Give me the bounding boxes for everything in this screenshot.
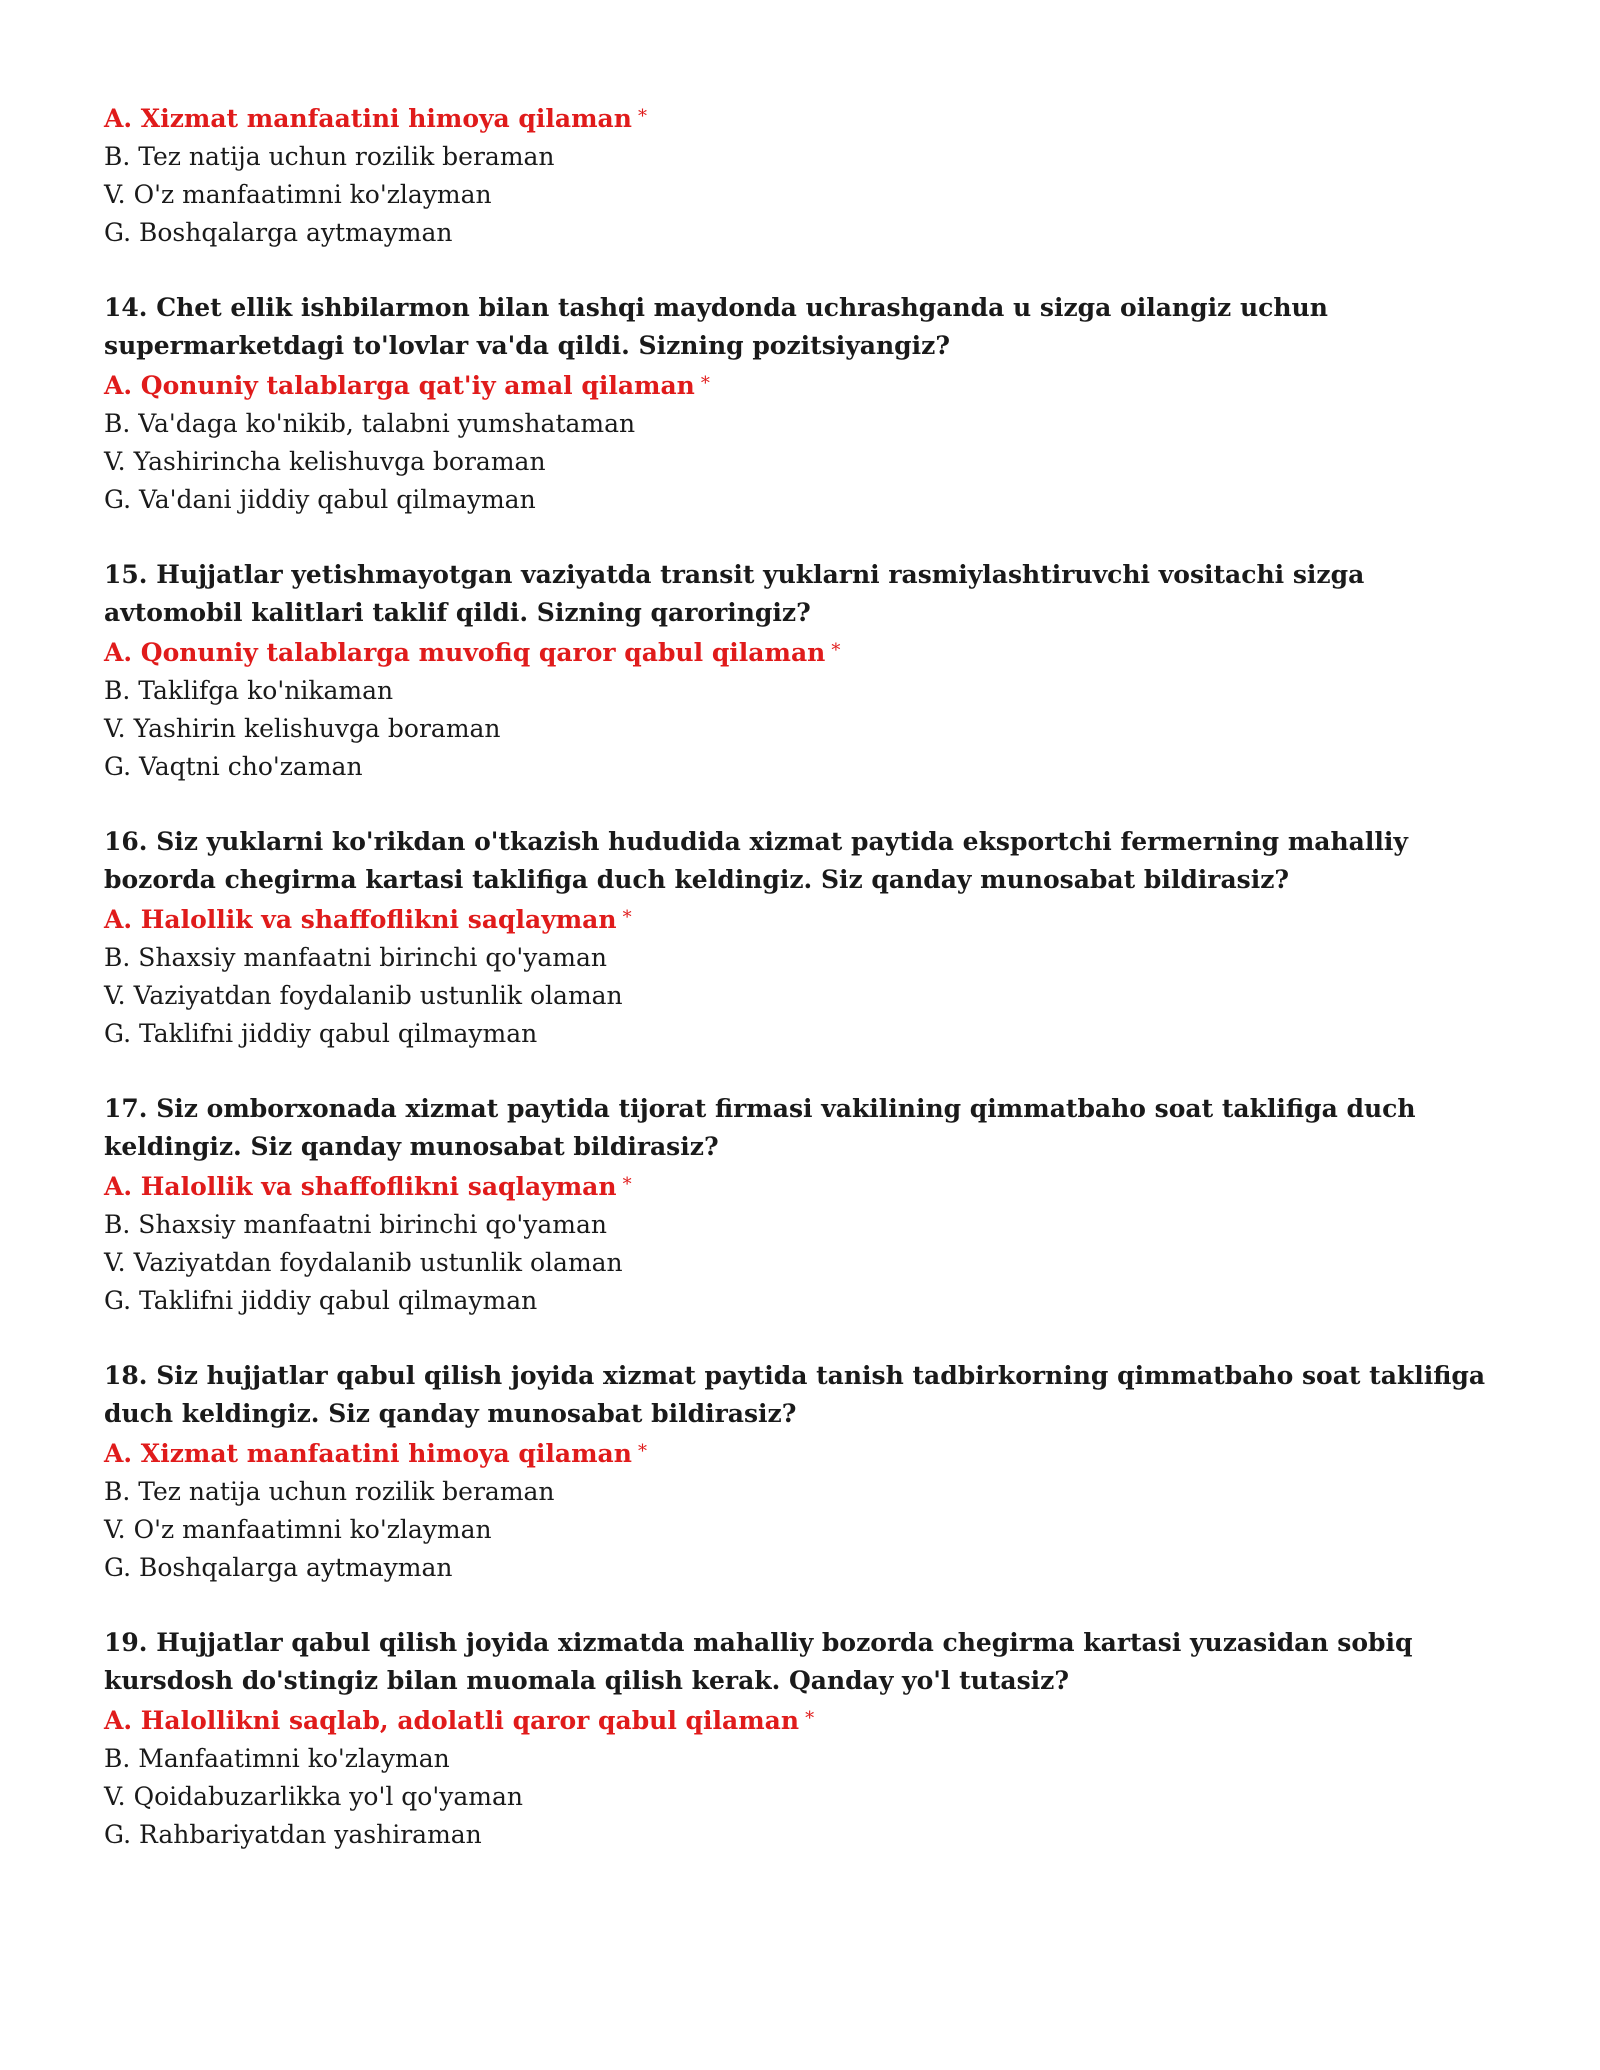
question-block-15	[104, 556, 1504, 786]
correct-star-icon: *	[622, 1174, 632, 1195]
correct-star-icon: *	[622, 907, 632, 928]
option-b: B. Shaxsiy manfaatni birinchi qo'yaman	[104, 943, 608, 972]
question-text: 17. Siz omborxonada xizmat paytida tijorat firmasi vakilining qimmatbaho soat taklifiga duch keldingiz. Siz qanday munosabat bildirasiz?	[104, 1094, 1416, 1161]
option-b: B. Manfaatimni ko'zlayman	[104, 1744, 450, 1773]
question-text: 14. Chet ellik ishbilarmon bilan tashqi maydonda uchrashganda u sizga oilangiz uchun supermarketdagi to'lovlar va'da qildi. Sizning pozitsiyangiz?	[104, 293, 1328, 360]
option-v: V. O'z manfaatimni ko'zlayman	[104, 180, 492, 209]
question-block-18	[104, 1357, 1504, 1587]
option-v: V. Vaziyatdan foydalanib ustunlik olaman	[104, 1248, 623, 1277]
correct-star-icon: *	[805, 1708, 815, 1729]
question-text: 19. Hujjatlar qabul qilish joyida xizmatda mahalliy bozorda chegirma kartasi yuzasidan sobiq kursdosh do'stingiz bilan muomala qilish kerak. Qanday yo'l tutasiz?	[104, 1628, 1413, 1695]
test-page	[104, 100, 1504, 1891]
option-g: G. Va'dani jiddiy qabul qilmayman	[104, 485, 536, 514]
question-block-16	[104, 823, 1504, 1053]
correct-star-icon: *	[637, 1441, 647, 1462]
option-b: B. Va'daga ko'nikib, talabni yumshataman	[104, 409, 636, 438]
option-b: B. Taklifga ko'nikaman	[104, 676, 394, 705]
option-g: G. Taklifni jiddiy qabul qilmayman	[104, 1286, 538, 1315]
option-g: G. Taklifni jiddiy qabul qilmayman	[104, 1019, 538, 1048]
question-block-17	[104, 1090, 1504, 1320]
option-b: B. Shaxsiy manfaatni birinchi qo'yaman	[104, 1210, 608, 1239]
option-b: B. Tez natija uchun rozilik beraman	[104, 1477, 555, 1506]
option-v: V. Qoidabuzarlikka yo'l qo'yaman	[104, 1782, 523, 1811]
option-v: V. Yashirincha kelishuvga boraman	[104, 447, 546, 476]
question-text: 15. Hujjatlar yetishmayotgan vaziyatda transit yuklarni rasmiylashtiruvchi vositachi sizga avtomobil kalitlari taklif qildi. Sizning qaroringiz?	[104, 560, 1365, 627]
question-block-19	[104, 1624, 1504, 1854]
question-text: 18. Siz hujjatlar qabul qilish joyida xizmat paytida tanish tadbirkorning qimmatbaho soat taklifiga duch keldingiz. Siz qanday munosabat bildirasiz?	[104, 1361, 1486, 1428]
option-a-correct: A. Qonuniy talablarga muvofiq qaror qabul qilaman *	[104, 638, 841, 667]
option-a-correct: A. Xizmat manfaatini himoya qilaman *	[104, 1439, 647, 1468]
option-a-correct: A. Xizmat manfaatini himoya qilaman *	[104, 104, 647, 133]
option-a-correct: A. Halollik va shaffoflikni saqlayman *	[104, 905, 632, 934]
question-text: 16. Siz yuklarni ko'rikdan o'tkazish hududida xizmat paytida eksportchi fermerning mahalliy bozorda chegirma kartasi taklifiga duch keldingiz. Siz qanday munosabat bildirasiz?	[104, 827, 1408, 894]
correct-star-icon: *	[700, 373, 710, 394]
option-a-correct: A. Halollik va shaffoflikni saqlayman *	[104, 1172, 632, 1201]
option-v: V. O'z manfaatimni ko'zlayman	[104, 1515, 492, 1544]
option-g: G. Boshqalarga aytmayman	[104, 1553, 453, 1582]
option-g: G. Rahbariyatdan yashiraman	[104, 1820, 482, 1849]
option-g: G. Vaqtni cho'zaman	[104, 752, 363, 781]
option-g: G. Boshqalarga aytmayman	[104, 218, 453, 247]
option-b: B. Tez natija uchun rozilik beraman	[104, 142, 555, 171]
option-a-correct: A. Qonuniy talablarga qat'iy amal qilaman *	[104, 371, 710, 400]
option-v: V. Vaziyatdan foydalanib ustunlik olaman	[104, 981, 623, 1010]
option-v: V. Yashirin kelishuvga boraman	[104, 714, 501, 743]
question-block-13	[104, 100, 1504, 252]
correct-star-icon: *	[637, 106, 647, 127]
question-block-14	[104, 289, 1504, 519]
option-a-correct: A. Halollikni saqlab, adolatli qaror qabul qilaman *	[104, 1706, 815, 1735]
correct-star-icon: *	[831, 640, 841, 661]
